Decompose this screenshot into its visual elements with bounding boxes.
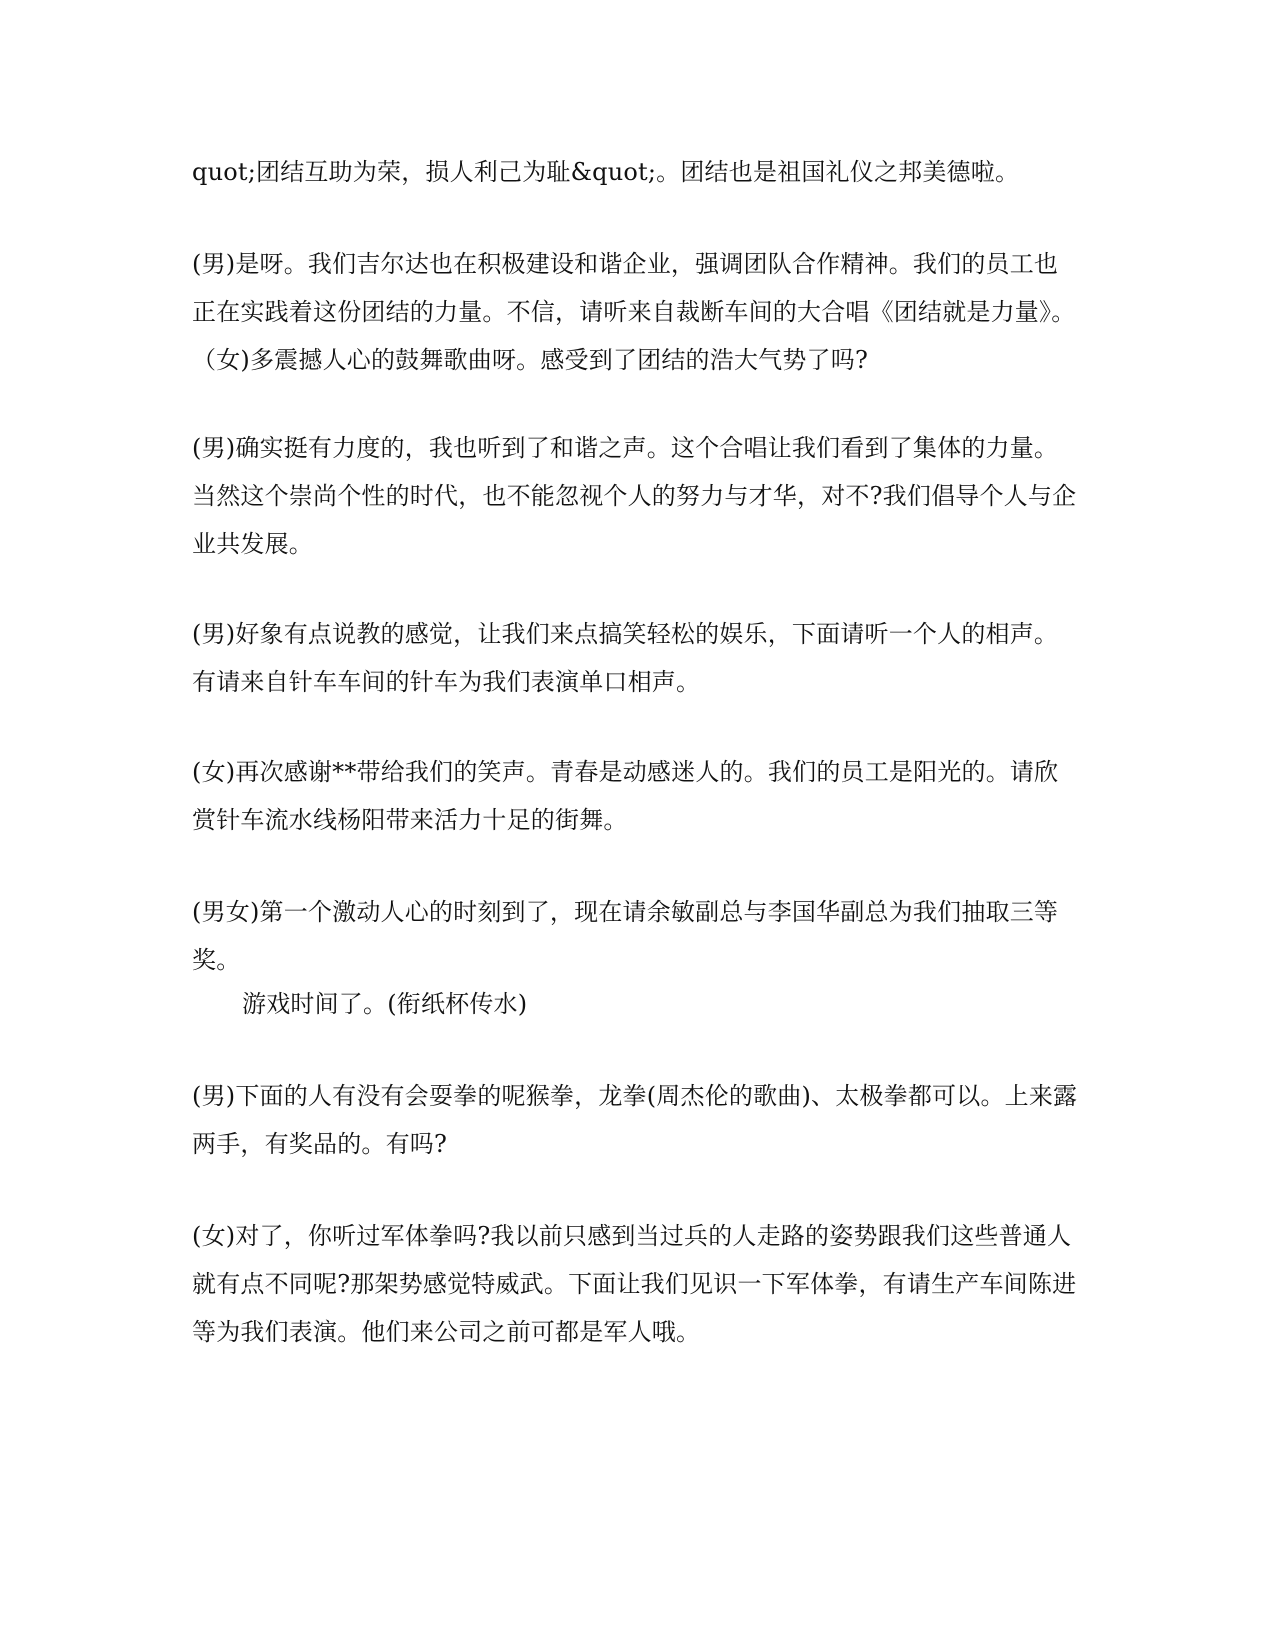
paragraph-3: (男)确实挺有力度的，我也听到了和谐之声。这个合唱让我们看到了集体的力量。当然这个崇尚个性的时代，也不能忽视个人的努力与才华，对不?我们倡导个人与企业共发展。 [192, 434, 1077, 558]
paragraph-1: quot;团结互助为荣，损人利己为耻&quot;。团结也是祖国礼仪之邦美德啦。 [192, 158, 1020, 186]
paragraph-2: (男)是呀。我们吉尔达也在积极建设和谐企业，强调团队合作精神。我们的员工也正在实践着这份团结的力量。不信，请听来自裁断车间的大合唱《团结就是力量》。（女)多震撼人心的鼓舞歌曲呀。感受到了团结的浩大气势了吗? [192, 250, 1076, 374]
paragraph-7: 游戏时间了。(衔纸杯传水) [242, 990, 528, 1018]
paragraph-8: (男)下面的人有没有会耍拳的呢猴拳，龙拳(周杰伦的歌曲)、太极拳都可以。上来露两手，有奖品的。有吗? [192, 1082, 1078, 1158]
paragraph-5: (女)再次感谢**带给我们的笑声。青春是动感迷人的。我们的员工是阳光的。请欣赏针车流水线杨阳带来活力十足的街舞。 [192, 758, 1059, 834]
paragraph-9: (女)对了，你听过军体拳吗?我以前只感到当过兵的人走路的姿势跟我们这些普通人就有点不同呢?那架势感觉特威武。下面让我们见识一下军体拳，有请生产车间陈进等为我们表演。他们来公司之前可都是军人哦。 [192, 1222, 1077, 1346]
paragraph-6: (男女)第一个激动人心的时刻到了，现在请余敏副总与李国华副总为我们抽取三等奖。 [192, 898, 1059, 974]
paragraph-4: (男)好象有点说教的感觉，让我们来点搞笑轻松的娱乐，下面请听一个人的相声。有请来自针车车间的针车为我们表演单口相声。 [192, 620, 1059, 696]
